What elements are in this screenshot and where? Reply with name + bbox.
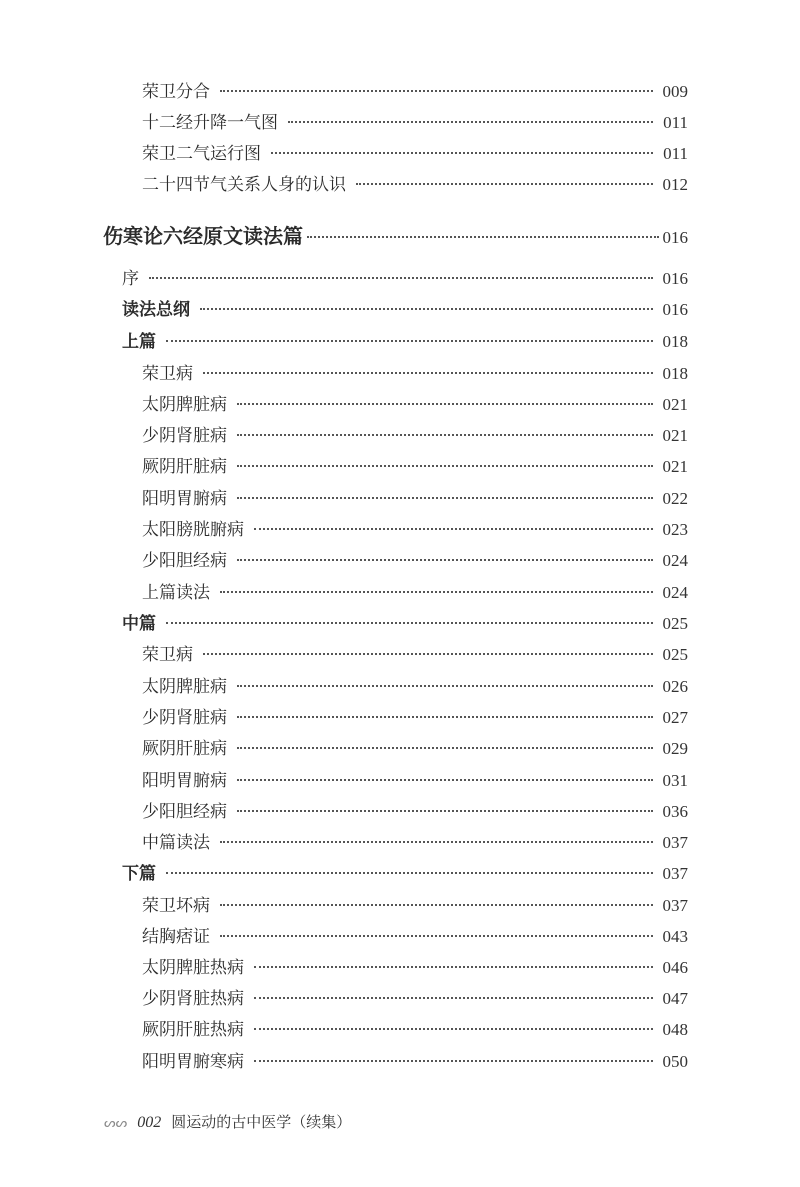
- footer-page-number: 002: [137, 1114, 162, 1131]
- toc-entry-title: 序: [122, 269, 139, 289]
- toc-entry-page: 026: [662, 677, 688, 696]
- toc-entry[interactable]: [122, 612, 688, 636]
- toc-entry[interactable]: [142, 393, 688, 417]
- toc-entry[interactable]: [142, 831, 688, 855]
- toc-entry[interactable]: [142, 173, 688, 197]
- toc-entry-title: 阳明胃腑寒病: [142, 1052, 244, 1072]
- toc-entry-title: 阳明胃腑病: [142, 771, 227, 791]
- toc-entry[interactable]: [122, 862, 688, 886]
- dot-leader: [166, 872, 653, 874]
- dot-leader: [237, 810, 653, 812]
- dot-leader: [237, 747, 653, 749]
- footer-book-title: 圆运动的古中医学（续集）: [171, 1113, 352, 1131]
- ornament-icon: ᔕᔕ: [104, 1116, 128, 1131]
- toc-entry[interactable]: [142, 455, 688, 479]
- toc-entry-page: 024: [662, 583, 688, 602]
- toc-entry-title: 中篇读法: [142, 833, 210, 853]
- toc-entry-page: 023: [662, 520, 688, 539]
- toc-entry-page: 021: [662, 457, 688, 476]
- toc-entry-page: 024: [662, 551, 688, 570]
- dot-leader: [237, 434, 653, 436]
- dot-leader: [237, 779, 653, 781]
- dot-leader: [271, 152, 653, 154]
- toc-entry[interactable]: [142, 111, 688, 135]
- toc-entry-title: 少阴肾脏病: [142, 708, 227, 728]
- toc-entry-page: 036: [662, 802, 688, 821]
- toc-entry[interactable]: [142, 987, 688, 1011]
- toc-entry-title: 少阳胆经病: [142, 802, 227, 822]
- toc-section-heading[interactable]: [103, 222, 688, 250]
- toc-entry-title: 太阴脾脏病: [142, 395, 227, 415]
- toc-entry-title: 读法总纲: [122, 300, 190, 320]
- toc-entry-page: 018: [662, 332, 688, 351]
- toc-entry-page: 021: [662, 426, 688, 445]
- toc-entry[interactable]: [142, 549, 688, 573]
- dot-leader: [237, 716, 653, 718]
- toc-entry-page: 022: [662, 489, 688, 508]
- toc-entry-title: 二十四节气关系人身的认识: [142, 175, 346, 195]
- toc-entry-page: 009: [662, 82, 688, 101]
- toc-entry-page: 021: [662, 395, 688, 414]
- dot-leader: [237, 497, 653, 499]
- toc-entry-title: 少阴肾脏热病: [142, 989, 244, 1009]
- toc-entry[interactable]: [142, 80, 688, 104]
- toc-entry-title: 太阳膀胱腑病: [142, 520, 244, 540]
- toc-entry-page: 037: [662, 896, 688, 915]
- toc-entry-title: 荣卫二气运行图: [142, 144, 261, 164]
- dot-leader: [220, 935, 653, 937]
- dot-leader: [220, 841, 653, 843]
- dot-leader: [254, 966, 653, 968]
- dot-leader: [149, 277, 653, 279]
- dot-leader: [220, 90, 653, 92]
- toc-entry-page: 047: [662, 989, 688, 1008]
- toc-entry-page: 025: [662, 645, 688, 664]
- dot-leader: [237, 403, 653, 405]
- toc-entry-page: 037: [662, 864, 688, 883]
- toc-entry-title: 厥阴肝脏病: [142, 457, 227, 477]
- toc-entry-page: 012: [662, 175, 688, 194]
- toc-entry[interactable]: [142, 424, 688, 448]
- toc-entry[interactable]: [142, 1050, 688, 1074]
- toc-entry[interactable]: [142, 675, 688, 699]
- toc-entry[interactable]: [142, 643, 688, 667]
- toc-entry[interactable]: [142, 518, 688, 542]
- toc-entry-page: 031: [662, 771, 688, 790]
- page-footer: [104, 1111, 351, 1133]
- dot-leader: [220, 591, 653, 593]
- toc-entry-title: 荣卫病: [142, 364, 193, 384]
- dot-leader: [200, 308, 653, 310]
- toc-entry-page: 027: [662, 708, 688, 727]
- dot-leader: [356, 183, 653, 185]
- toc-entry-title: 厥阴肝脏病: [142, 739, 227, 759]
- toc-entry-title: 下篇: [122, 864, 156, 884]
- toc-entry[interactable]: [142, 769, 688, 793]
- toc-entry-title: 结胸痞证: [142, 927, 210, 947]
- toc-entry[interactable]: [142, 956, 688, 980]
- toc-entry-page: 018: [662, 364, 688, 383]
- toc-entry-page: 011: [663, 113, 688, 132]
- toc-entry-title: 阳明胃腑病: [142, 489, 227, 509]
- toc-entry[interactable]: [142, 737, 688, 761]
- toc-entry-title: 上篇: [122, 332, 156, 352]
- dot-leader: [203, 372, 653, 374]
- toc-entry-title: 十二经升降一气图: [142, 113, 278, 133]
- toc-entry-page: 048: [662, 1020, 688, 1039]
- toc-entry-page: 016: [662, 269, 688, 288]
- toc-entry[interactable]: [142, 1018, 688, 1042]
- dot-leader: [254, 997, 653, 999]
- dot-leader: [166, 622, 653, 624]
- toc-entry-page: 016: [662, 228, 688, 247]
- toc-entry-title: 厥阴肝脏热病: [142, 1020, 244, 1040]
- toc-entry-page: 043: [662, 927, 688, 946]
- toc-entry[interactable]: [142, 800, 688, 824]
- dot-leader: [166, 340, 653, 342]
- toc-entry-page: 046: [662, 958, 688, 977]
- toc-entry-title: 少阴肾脏病: [142, 426, 227, 446]
- toc-entry-title: 伤寒论六经原文读法篇: [103, 224, 303, 248]
- toc-entry[interactable]: [142, 894, 688, 918]
- toc-entry[interactable]: [142, 581, 688, 605]
- toc-entry[interactable]: [142, 706, 688, 730]
- toc-entry-title: 中篇: [122, 614, 156, 634]
- dot-leader: [307, 236, 659, 238]
- dot-leader: [254, 528, 653, 530]
- toc-entry[interactable]: [142, 925, 688, 949]
- toc-entry[interactable]: [142, 362, 688, 386]
- dot-leader: [254, 1060, 653, 1062]
- toc-entry-page: 029: [662, 739, 688, 758]
- toc-entry-title: 上篇读法: [142, 583, 210, 603]
- toc-entry[interactable]: [122, 330, 688, 354]
- toc-entry-title: 荣卫分合: [142, 82, 210, 102]
- toc-entry[interactable]: [142, 142, 688, 166]
- toc-entry-page: 037: [662, 833, 688, 852]
- dot-leader: [237, 465, 653, 467]
- toc-entry[interactable]: [142, 487, 688, 511]
- dot-leader: [237, 559, 653, 561]
- toc-entry-page: 050: [662, 1052, 688, 1071]
- toc-entry-title: 荣卫病: [142, 645, 193, 665]
- toc-entry-page: 025: [662, 614, 688, 633]
- toc-entry-page: 011: [663, 144, 688, 163]
- dot-leader: [220, 904, 653, 906]
- toc-entry-page: 016: [662, 300, 688, 319]
- dot-leader: [237, 685, 653, 687]
- toc-entry[interactable]: [122, 267, 688, 291]
- toc-entry-title: 少阳胆经病: [142, 551, 227, 571]
- toc-entry-title: 太阴脾脏热病: [142, 958, 244, 978]
- dot-leader: [254, 1028, 653, 1030]
- dot-leader: [288, 121, 653, 123]
- toc-entry[interactable]: [122, 298, 688, 322]
- toc-entry-title: 荣卫坏病: [142, 896, 210, 916]
- dot-leader: [203, 653, 653, 655]
- toc-entry-title: 太阴脾脏病: [142, 677, 227, 697]
